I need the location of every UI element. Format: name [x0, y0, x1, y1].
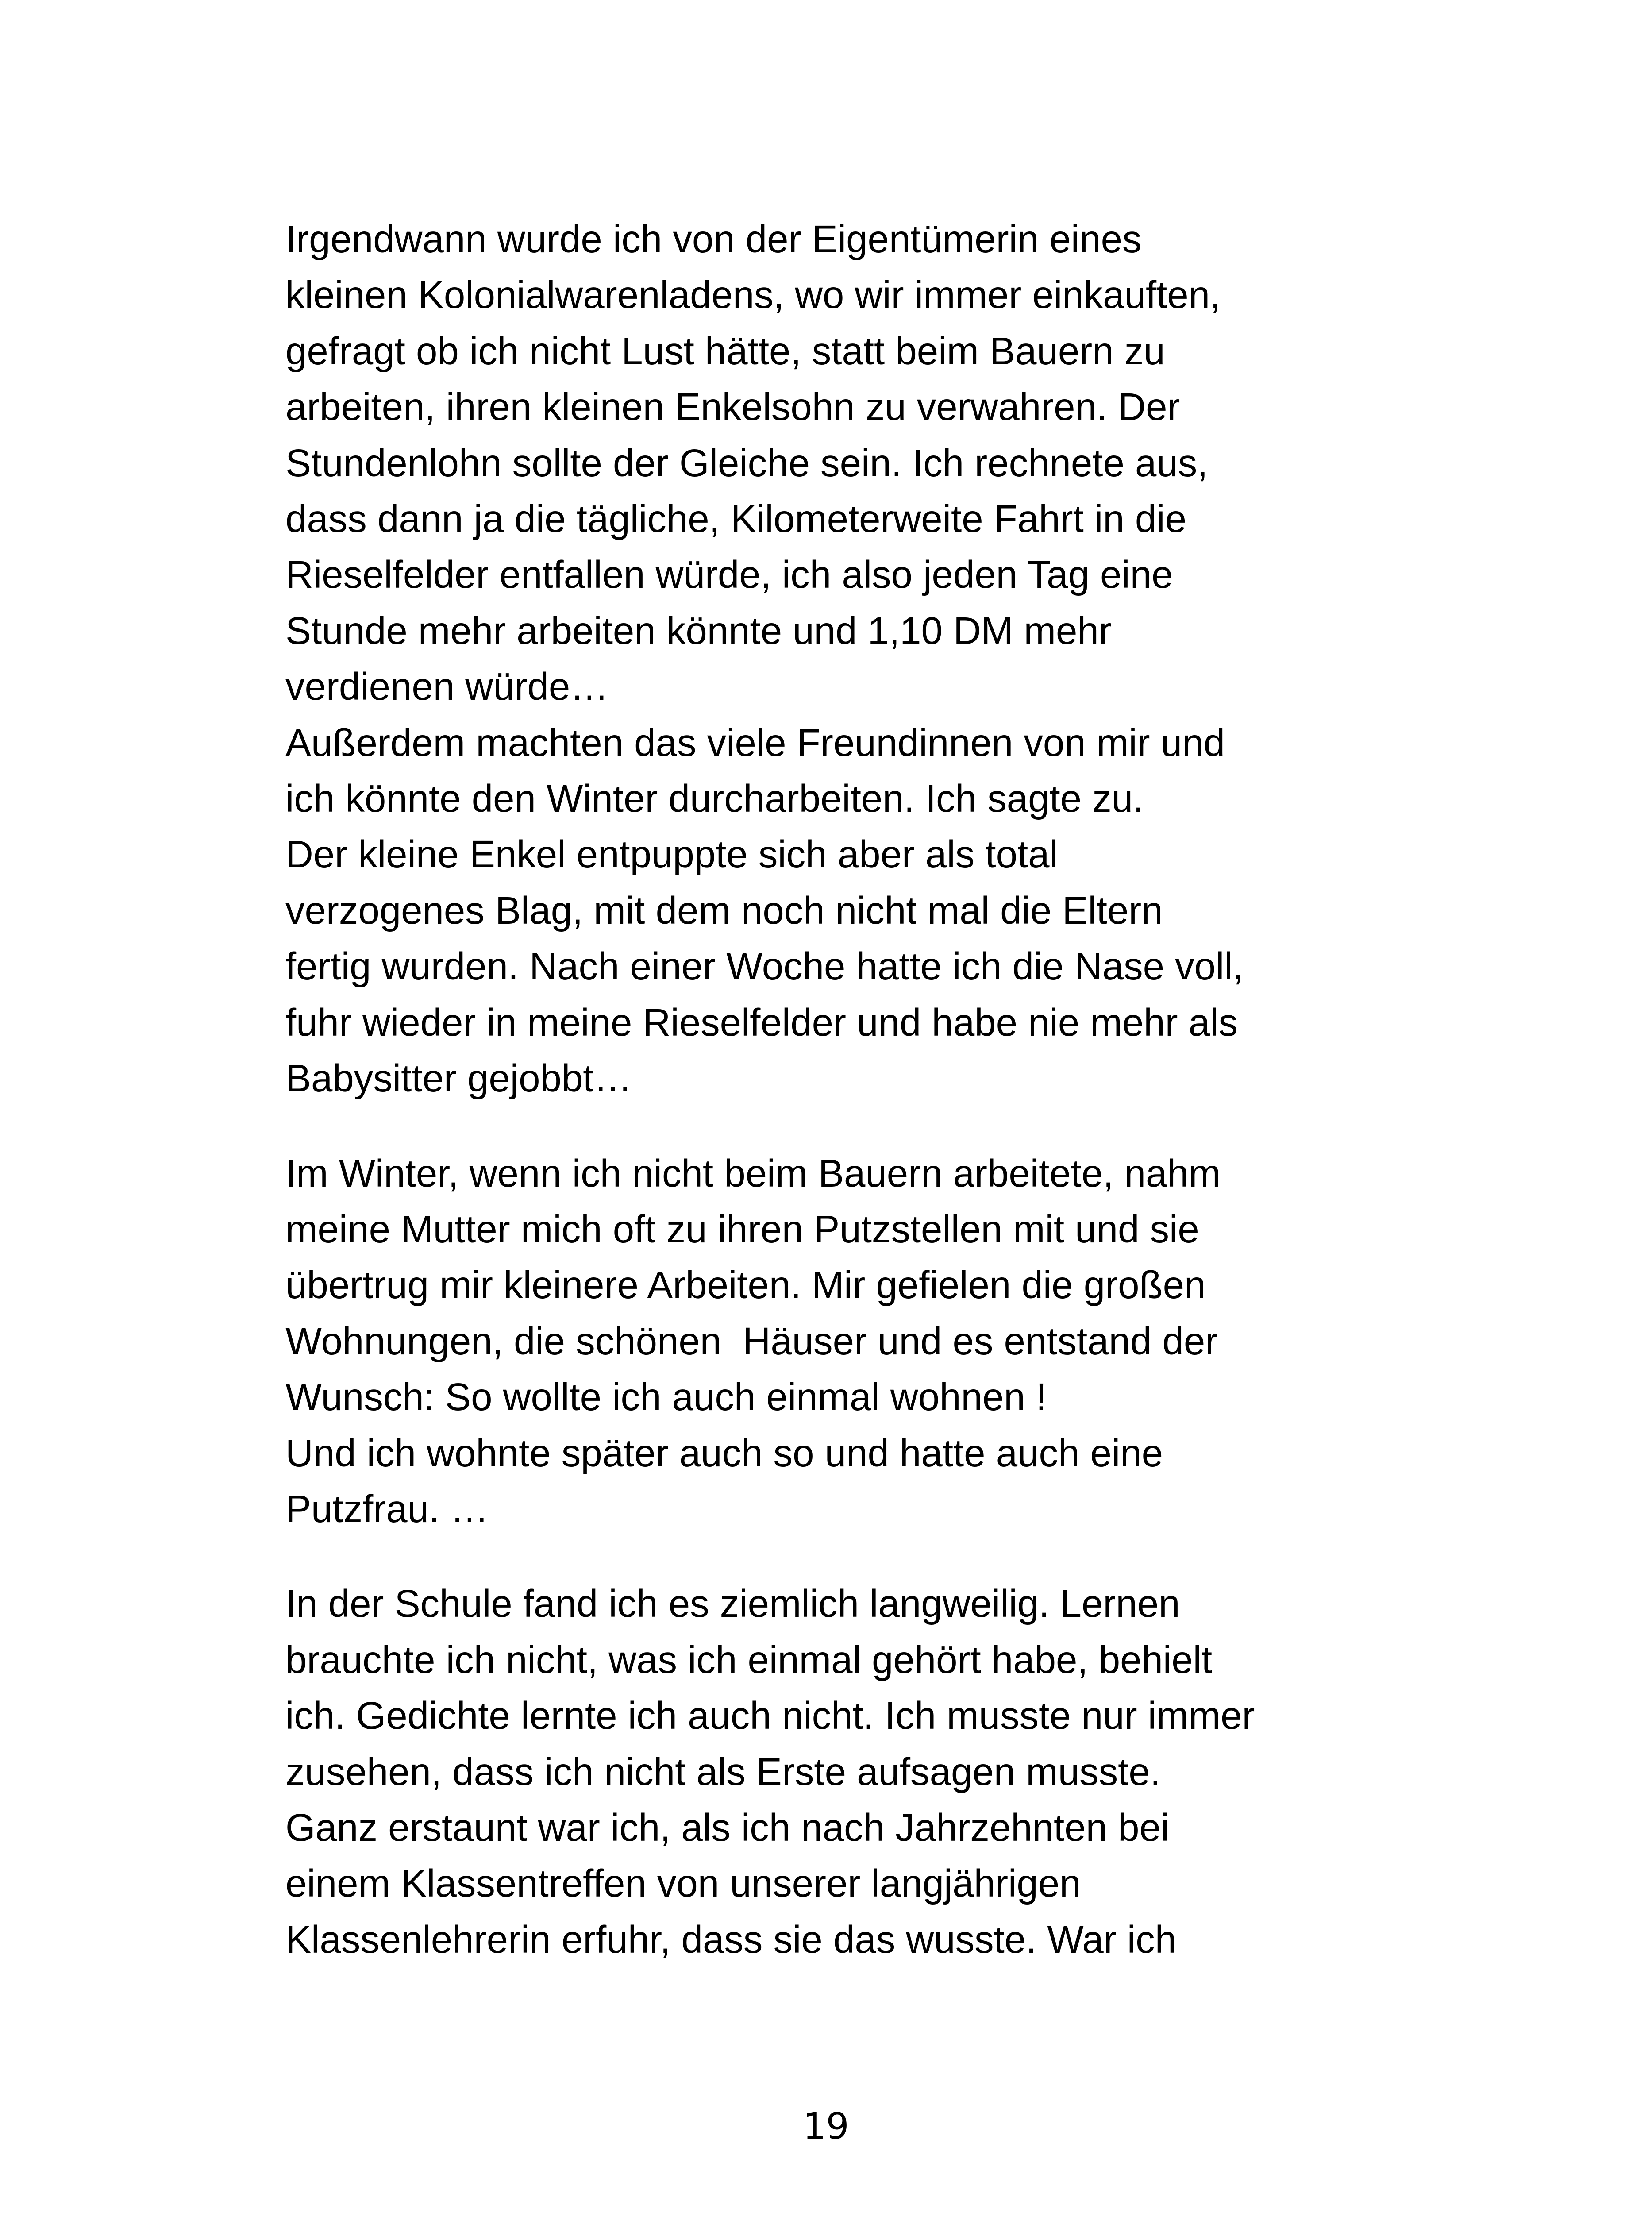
text-line: kleinen Kolonialwarenladens, wo wir immer einkauften, — [285, 274, 1221, 317]
text-line: ich. Gedichte lernte ich auch nicht. Ich musste nur immer — [285, 1694, 1255, 1738]
text-line: dass dann ja die tägliche, Kilometerweite Fahrt in die — [285, 497, 1186, 541]
text-line: übertrug mir kleinere Arbeiten. Mir gefielen die großen — [285, 1264, 1206, 1307]
text-line: Putzfrau. … — [285, 1487, 489, 1531]
page-number: 19 — [803, 2105, 849, 2147]
paragraph — [285, 1146, 1418, 1538]
text-line: Wohnungen, die schönen Häuser und es entstand der — [285, 1319, 1218, 1363]
text-line: Der kleine Enkel entpuppte sich aber als total — [285, 833, 1058, 876]
text-line: Im Winter, wenn ich nicht beim Bauern arbeitete, nahm — [285, 1152, 1221, 1195]
text-line: einem Klassentreffen von unserer langjährigen — [285, 1862, 1081, 1905]
text-line: brauchte ich nicht, was ich einmal gehört habe, behielt — [285, 1638, 1213, 1681]
paragraph — [285, 212, 1418, 1107]
text-line: Wunsch: So wollte ich auch einmal wohnen ! — [285, 1376, 1047, 1419]
text-line: verdienen würde… — [285, 665, 609, 709]
text-line: meine Mutter mich oft zu ihren Putzstellen mit und sie — [285, 1207, 1199, 1251]
text-line: gefragt ob ich nicht Lust hätte, statt beim Bauern zu — [285, 329, 1165, 373]
text-line: zusehen, dass ich nicht als Erste aufsagen musste. — [285, 1750, 1161, 1793]
text-line: fertig wurden. Nach einer Woche hatte ich die Nase voll, — [285, 945, 1244, 988]
paragraph — [285, 1576, 1418, 1968]
text-line: In der Schule fand ich es ziemlich langweilig. Lernen — [285, 1582, 1180, 1626]
text-line: Und ich wohnte später auch so und hatte auch eine — [285, 1431, 1163, 1475]
text-line: Ganz erstaunt war ich, als ich nach Jahrzehnten bei — [285, 1806, 1170, 1849]
text-line: Irgendwann wurde ich von der Eigentümerin eines — [285, 218, 1142, 261]
text-line: arbeiten, ihren kleinen Enkelsohn zu verwahren. Der — [285, 386, 1180, 429]
text-line: Stundenlohn sollte der Gleiche sein. Ich rechnete aus, — [285, 441, 1208, 485]
text-line: Klassenlehrerin erfuhr, dass sie das wusste. War ich — [285, 1918, 1177, 1961]
text-line: Außerdem machten das viele Freundinnen von mir und — [285, 721, 1225, 764]
body-text — [285, 212, 1418, 1968]
text-line: verzogenes Blag, mit dem noch nicht mal die Eltern — [285, 889, 1163, 932]
text-line: Rieselfelder entfallen würde, ich also jeden Tag eine — [285, 553, 1173, 597]
text-line: fuhr wieder in meine Rieselfelder und habe nie mehr als — [285, 1001, 1238, 1044]
text-line: ich könnte den Winter durcharbeiten. Ich sagte zu. — [285, 777, 1144, 821]
text-line: Babysitter gejobbt… — [285, 1057, 632, 1100]
text-line: Stunde mehr arbeiten könnte und 1,10 DM mehr — [285, 609, 1112, 652]
